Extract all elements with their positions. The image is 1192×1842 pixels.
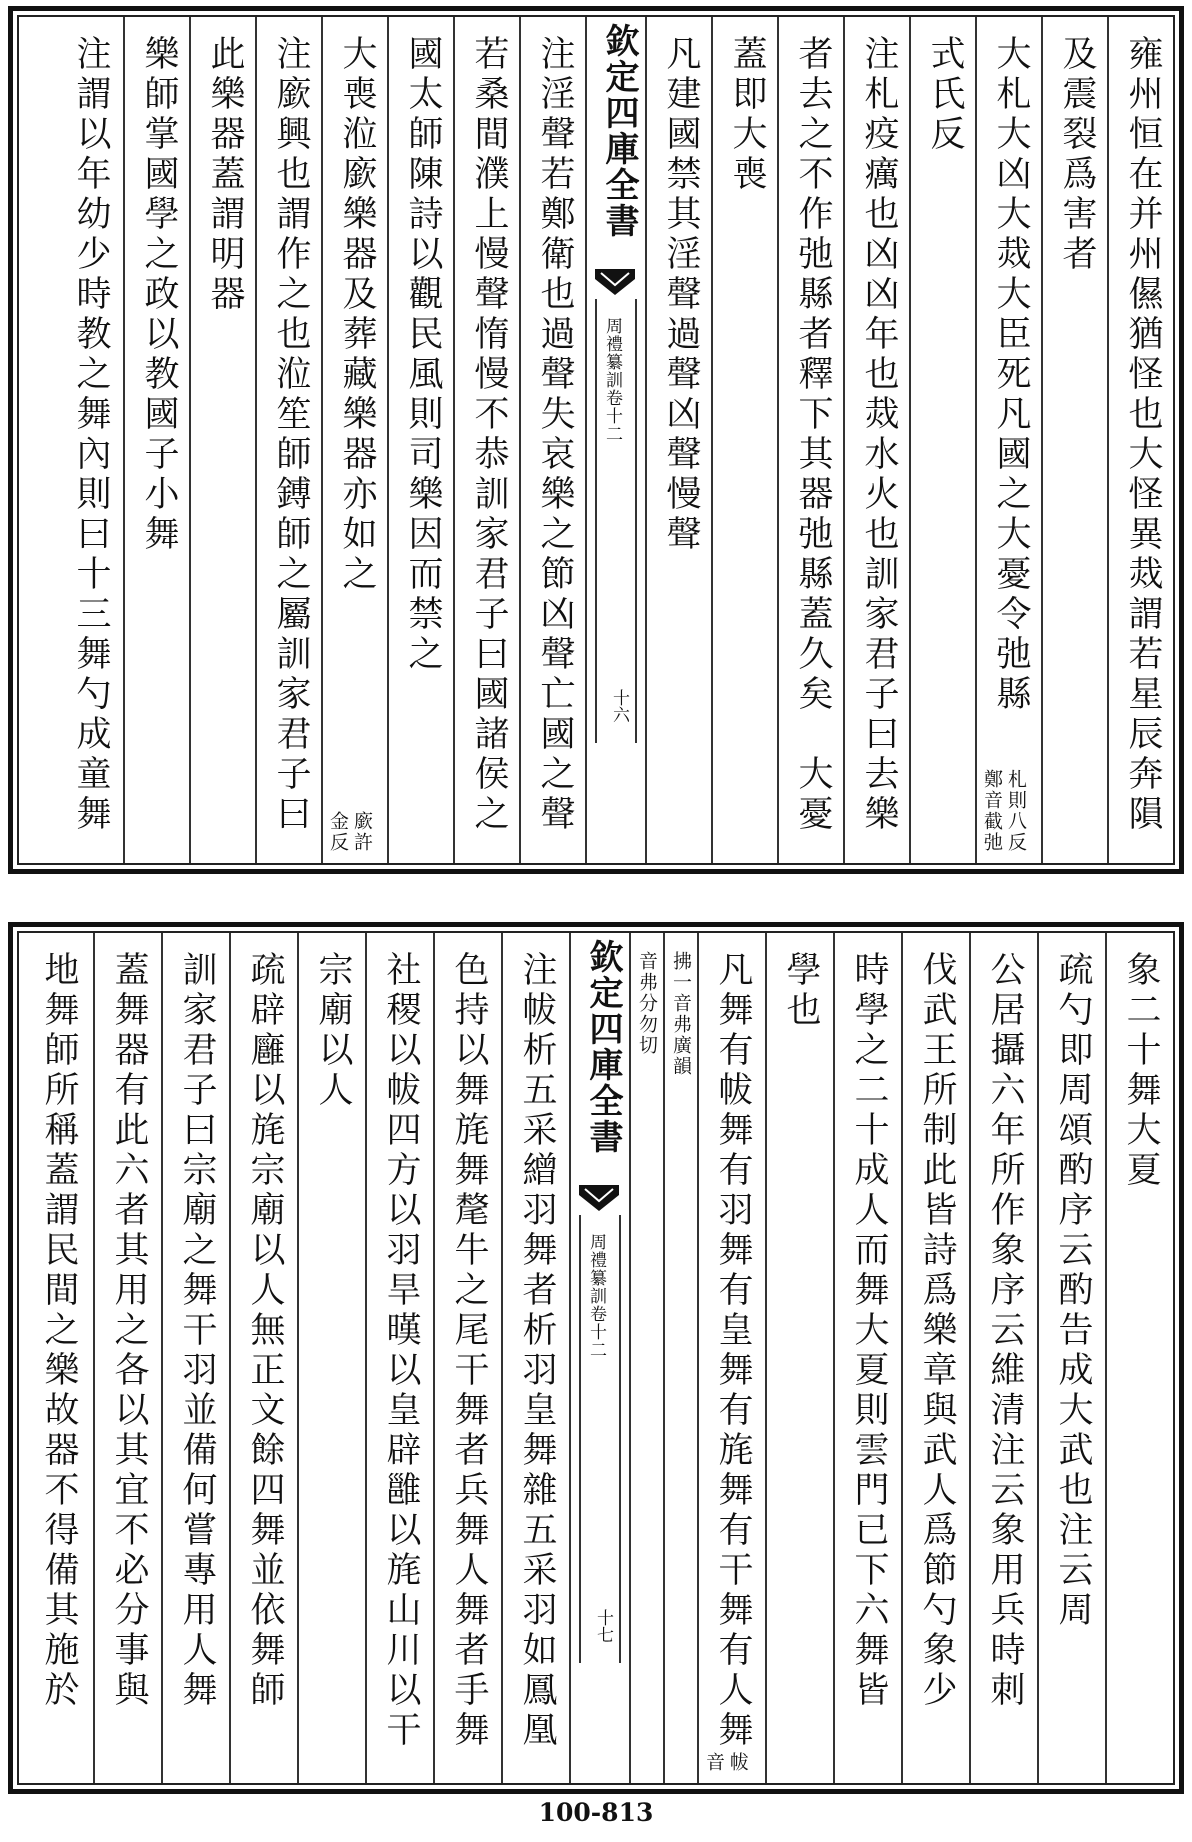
- bottom-columns: [19, 933, 1173, 1783]
- column-text: 注淫聲若鄭衛也過聲失哀樂之節凶聲亡國之聲: [535, 35, 575, 835]
- column-text: 宗廟以人: [313, 951, 353, 1111]
- text-column: [123, 17, 189, 863]
- text-column: [1041, 17, 1107, 863]
- bottom-page-frame: [17, 931, 1175, 1785]
- text-column: [321, 17, 387, 863]
- text-column: [969, 933, 1037, 1783]
- text-column: [93, 933, 161, 1783]
- column-text: 雍州恒在并州儑猶怪也大怪異烖謂若星辰奔隕: [1123, 35, 1163, 835]
- book-volume-line: 卷十二: [602, 389, 622, 443]
- column-text: 時學之二十成人而舞大夏則雲門已下六舞皆: [849, 951, 889, 1711]
- fishtail-mark-icon: [593, 267, 637, 297]
- text-column: [975, 17, 1041, 863]
- column-text: 拂一音弗廣韻: [670, 951, 692, 1077]
- annotation-line: 廞許: [351, 811, 373, 853]
- column-text: 樂師掌國學之政以教國子小舞: [139, 35, 179, 555]
- text-column: [365, 933, 433, 1783]
- annotation-line: 音: [703, 1752, 725, 1773]
- column-text: 音弗分勿切: [636, 951, 658, 1056]
- book-volume-label: [601, 317, 623, 443]
- text-column: [663, 933, 697, 1783]
- column-text: 注帗析五采繒羽舞者析羽皇舞雜五采羽如鳳凰: [517, 951, 557, 1751]
- column-text: 及震裂爲害者: [1057, 35, 1097, 275]
- text-column: [229, 933, 297, 1783]
- text-column: [161, 933, 229, 1783]
- text-column: [255, 17, 321, 863]
- text-column: [297, 933, 365, 1783]
- column-text: 此樂器蓋謂明器: [205, 35, 245, 315]
- text-column: [909, 17, 975, 863]
- book-volume-label: [585, 1233, 607, 1359]
- column-text: 大喪涖廞樂器及葬藏樂器亦如之: [337, 35, 377, 595]
- column-text: 凡舞有帗舞有羽舞有皇舞有旄舞有干舞有人舞: [713, 951, 753, 1751]
- text-column: [1107, 17, 1173, 863]
- top-page-frame: [17, 15, 1175, 865]
- text-column: [833, 933, 901, 1783]
- annotation-line: 鄭音截弛: [981, 769, 1003, 853]
- annotation-note: [703, 1752, 749, 1773]
- text-column: [1105, 933, 1173, 1783]
- column-text: 地舞師所稱蓋謂民間之樂故器不得備其施於: [39, 951, 79, 1711]
- page-number-footer: 100-813: [538, 1798, 654, 1827]
- annotation-line: 帗: [727, 1752, 749, 1773]
- column-text: 國太師陳詩以觀民風則司樂因而禁之: [403, 35, 443, 675]
- column-text: 凡建國禁其淫聲過聲凶聲慢聲: [661, 35, 701, 555]
- text-column: [453, 17, 519, 863]
- column-text: 式氏反: [925, 35, 965, 155]
- column-text: 社稷以帗四方以羽旱暵以皇辟雝以旄山川以干: [381, 951, 421, 1751]
- text-column: [645, 17, 711, 863]
- text-column: [519, 17, 585, 863]
- column-text: 色持以舞旄舞氂牛之尾干舞者兵舞人舞者手舞: [449, 951, 489, 1751]
- top-page-panel: [8, 6, 1184, 874]
- column-text: 伐武王所制此皆詩爲樂章與武人爲節勺象少: [917, 951, 957, 1711]
- column-text: 學也: [781, 951, 821, 1031]
- leaf-number: 十六: [609, 689, 629, 723]
- book-volume-line: 周禮纂訓: [586, 1233, 606, 1305]
- text-column: [697, 933, 765, 1783]
- annotation-note: [981, 769, 1027, 853]
- column-text: 注札疫癘也凶凶年也烖水火也訓家君子曰去樂: [859, 35, 899, 835]
- text-column: [765, 933, 833, 1783]
- collection-title: 欽定四庫全書: [599, 23, 639, 239]
- text-column: [501, 933, 569, 1783]
- collection-title: 欽定四庫全書: [583, 939, 623, 1155]
- text-column: [901, 933, 969, 1783]
- top-columns: [19, 17, 1173, 863]
- column-text: 訓家君子曰宗廟之舞干羽並備何嘗專用人舞: [177, 951, 217, 1711]
- bottom-page-panel: [8, 922, 1184, 1794]
- leaf-number: 十七: [593, 1609, 613, 1643]
- text-column: [387, 17, 453, 863]
- column-text: 注謂以年幼少時教之舞內則曰十三舞勺成童舞: [71, 35, 111, 835]
- column-text: 者去之不作弛縣者釋下其器弛縣蓋久矣 大憂: [793, 35, 833, 835]
- column-text: 若桑間濮上慢聲惰慢不恭訓家君子曰國諸侯之: [469, 35, 509, 835]
- column-text: 公居攝六年所作象序云維清注云象用兵時刺: [985, 951, 1025, 1711]
- column-text: 蓋舞器有此六者其用之各以其宜不必分事與: [109, 951, 149, 1711]
- column-text: 蓋即大喪: [727, 35, 767, 195]
- column-text: 象二十舞大夏: [1121, 951, 1161, 1191]
- text-column: [1037, 933, 1105, 1783]
- text-column: [843, 17, 909, 863]
- text-column: [777, 17, 843, 863]
- annotation-note: [327, 811, 373, 853]
- text-column: [25, 933, 93, 1783]
- text-column: [57, 17, 123, 863]
- fishtail-mark-icon: [577, 1183, 621, 1213]
- annotation-line: 札則八反: [1005, 769, 1027, 853]
- annotation-line: 金反: [327, 811, 349, 853]
- text-column: [433, 933, 501, 1783]
- book-volume-line: 卷十二: [586, 1305, 606, 1359]
- book-spine-column: [585, 17, 645, 863]
- text-column: [629, 933, 663, 1783]
- text-column: [189, 17, 255, 863]
- book-spine-column: [569, 933, 629, 1783]
- text-column: [711, 17, 777, 863]
- column-text: 疏辟廱以旄宗廟以人無正文餘四舞並依舞師: [245, 951, 285, 1711]
- column-text: 大札大凶大烖大臣死凡國之大憂令弛縣: [991, 35, 1031, 715]
- book-volume-line: 周禮纂訓: [602, 317, 622, 389]
- column-text: 注廞興也謂作之也涖笙師鎛師之屬訓家君子曰: [271, 35, 311, 835]
- column-text: 疏勺即周頌酌序云酌告成大武也注云周: [1053, 951, 1093, 1631]
